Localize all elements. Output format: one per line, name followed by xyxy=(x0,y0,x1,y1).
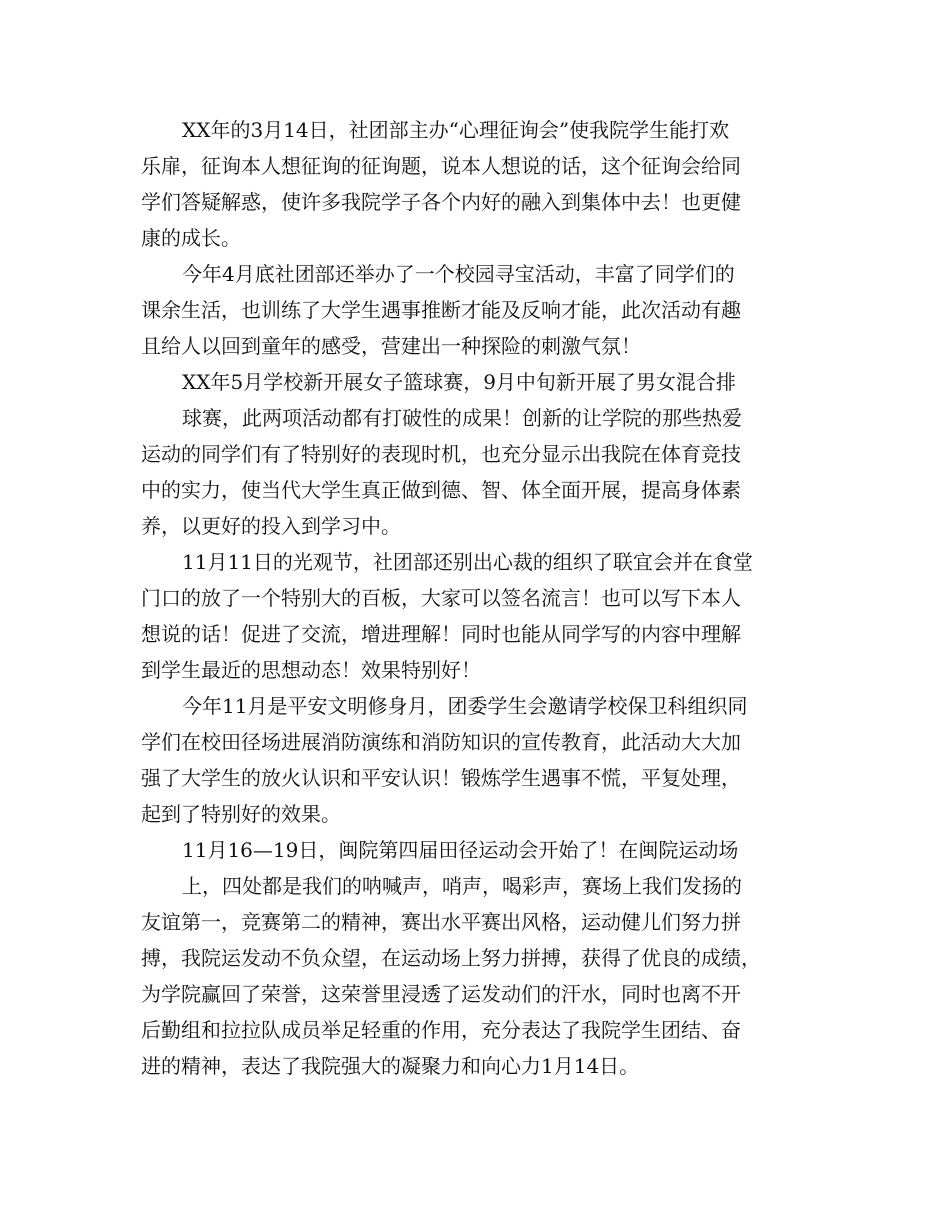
text-line: 养，以更好的投入到学习中。 xyxy=(141,514,401,538)
text-line: 进的精神，表达了我院强大的凝聚力和向心力1月14日。 xyxy=(141,1054,640,1078)
text-line: 学们答疑解惑，使许多我院学子各个内好的融入到集体中去！也更健 xyxy=(141,190,741,214)
text-line: 中的实力，使当代大学生真正做到德、智、体全面开展，提高身体素 xyxy=(141,478,741,502)
text-line: 11月11日的光观节，社团部还别出心裁的组织了联宜会并在食堂 xyxy=(182,550,753,574)
text-line: 且给人以回到童年的感受，营建出一种探险的刺激气氛！ xyxy=(141,334,641,358)
text-line: XX年5月学校新开展女子篮球赛，9月中旬新开展了男女混合排 xyxy=(182,370,736,394)
text-line: 强了大学生的放火认识和平安认识！锻炼学生遇事不慌，平复处理， xyxy=(141,766,741,790)
text-line: 学们在校田径场进展消防演练和消防知识的宣传教育，此活动大大加 xyxy=(141,730,741,754)
text-line: 起到了特别好的效果。 xyxy=(141,802,341,826)
text-line: 友谊第一，竞赛第二的精神，赛出水平赛出风格，运动健儿们努力拼 xyxy=(141,910,741,934)
text-line: 为学院赢回了荣誉，这荣誉里浸透了运发动们的汗水，同时也离不开 xyxy=(141,982,741,1006)
text-line: 11月16—19日，闽院第四届田径运动会开始了！在闽院运动场 xyxy=(182,838,739,862)
text-line: 球赛，此两项活动都有打破性的成果！创新的让学院的那些热爱 xyxy=(182,406,742,430)
text-line: 课余生活，也训练了大学生遇事推断才能及反响才能，此次活动有趣 xyxy=(141,298,741,322)
text-line: 上，四处都是我们的呐喊声，哨声，喝彩声，赛场上我们发扬的 xyxy=(182,874,742,898)
text-line: 门口的放了一个特别大的百板，大家可以签名流言！也可以写下本人 xyxy=(141,586,741,610)
text-line: 运动的同学们有了特别好的表现时机，也充分显示出我院在体育竞技 xyxy=(141,442,741,466)
text-line: 乐扉，征询本人想征询的征询题，说本人想说的话，这个征询会给同 xyxy=(141,154,741,178)
text-line: 今年11月是平安文明修身月，团委学生会邀请学校保卫科组织同 xyxy=(182,694,748,718)
text-line: 搏，我院运发动不负众望，在运动场上努力拼搏，获得了优良的成绩， xyxy=(141,946,761,970)
text-line: 想说的话！促进了交流，增进理解！同时也能从同学写的内容中理解 xyxy=(141,622,741,646)
text-line: XX年的3月14日，社团部主办“心理征询会”使我院学生能打欢 xyxy=(182,118,730,142)
text-line: 到学生最近的思想动态！效果特别好！ xyxy=(141,658,481,682)
text-line: 今年4月底社团部还举办了一个校园寻宝活动，丰富了同学们的 xyxy=(182,262,735,286)
text-line: 康的成长。 xyxy=(141,226,241,250)
text-line: 后勤组和拉拉队成员举足轻重的作用，充分表达了我院学生团结、奋 xyxy=(141,1018,741,1042)
